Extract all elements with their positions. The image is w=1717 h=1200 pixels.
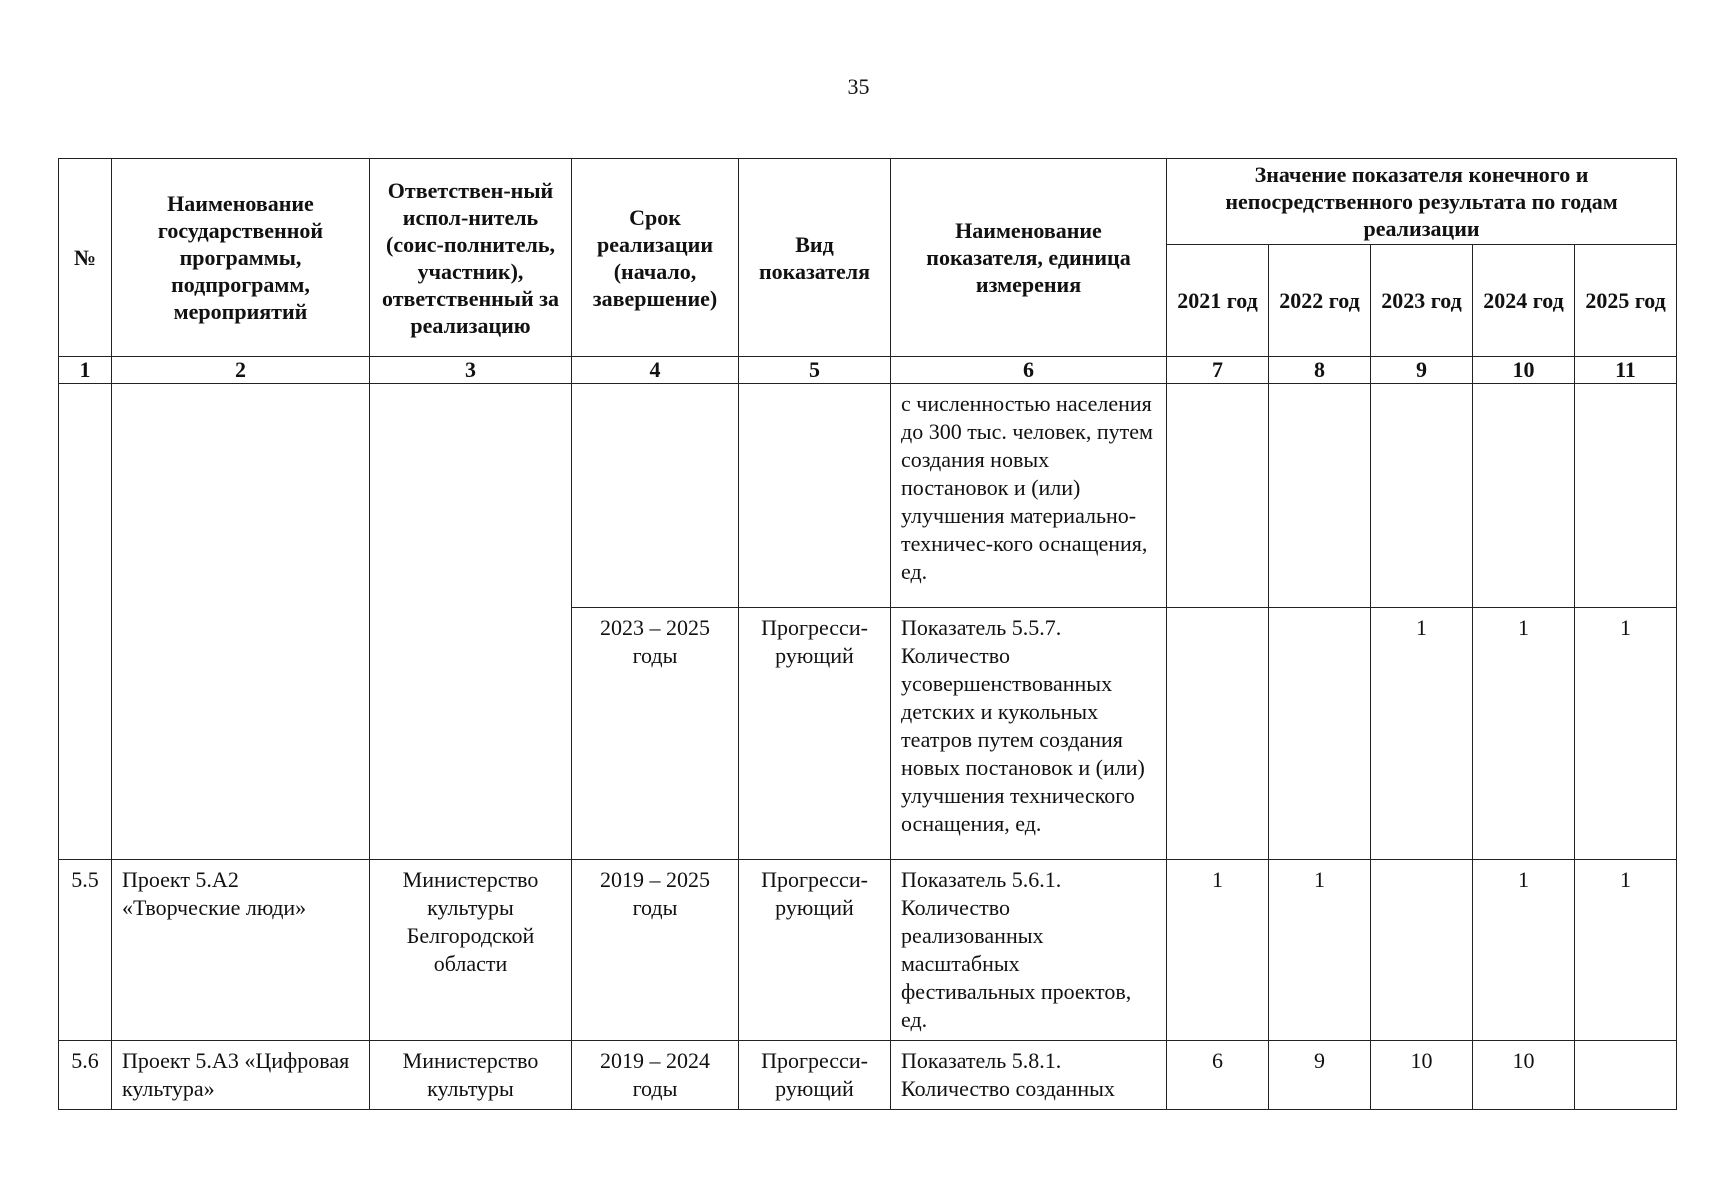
cell-value xyxy=(1371,860,1473,1041)
cell-program: Проект 5.А3 «Цифровая культура» xyxy=(112,1041,370,1110)
header-year-2024: 2024 год xyxy=(1473,245,1575,357)
cell-value: 1 xyxy=(1167,860,1269,1041)
cell-value: 1 xyxy=(1473,608,1575,860)
cell-indicator: Показатель 5.5.7. Количество усовершенствованных детских и кукольных театров путем создания новых постановок и (или) улучшения технического оснащения, ед. xyxy=(891,608,1167,860)
cell-value xyxy=(1167,608,1269,860)
header-year-2022: 2022 год xyxy=(1269,245,1371,357)
cell-kind: Прогресси-рующий xyxy=(739,1041,891,1110)
cell-value: 1 xyxy=(1269,860,1371,1041)
cell-executor: Министерство культуры Белгородской области xyxy=(370,860,572,1041)
col-number: 6 xyxy=(891,357,1167,384)
cell-term: 2023 – 2025 годы xyxy=(572,608,739,860)
header-values-group: Значение показателя конечного и непосредственного результата по годам реализации xyxy=(1167,159,1677,245)
col-number: 9 xyxy=(1371,357,1473,384)
cell-value xyxy=(1269,384,1371,608)
header-year-2025: 2025 год xyxy=(1575,245,1677,357)
cell-value xyxy=(1575,384,1677,608)
header-term: Срок реализации (начало, завершение) xyxy=(572,159,739,357)
cell-value xyxy=(1371,384,1473,608)
col-number: 1 xyxy=(59,357,112,384)
cell-term: 2019 – 2024 годы xyxy=(572,1041,739,1110)
cell-program xyxy=(112,384,370,860)
header-kind: Вид показателя xyxy=(739,159,891,357)
table-row xyxy=(59,384,1677,608)
indicators-table xyxy=(58,158,1677,1110)
cell-value: 6 xyxy=(1167,1041,1269,1110)
table-row xyxy=(59,1041,1677,1110)
cell-value: 10 xyxy=(1473,1041,1575,1110)
cell-value xyxy=(1473,384,1575,608)
cell-value xyxy=(1167,384,1269,608)
cell-kind: Прогресси-рующий xyxy=(739,608,891,860)
cell-value: 1 xyxy=(1473,860,1575,1041)
cell-kind: Прогресси-рующий xyxy=(739,860,891,1041)
cell-no: 5.6 xyxy=(59,1041,112,1110)
table-row xyxy=(59,860,1677,1041)
header-program: Наименование государственной программы, подпрограмм, мероприятий xyxy=(112,159,370,357)
cell-kind xyxy=(739,384,891,608)
header-indicator: Наименование показателя, единица измерения xyxy=(891,159,1167,357)
header-no: № xyxy=(59,159,112,357)
header-executor: Ответствен-ный испол-нитель (соис-полнитель, участник), ответственный за реализацию xyxy=(370,159,572,357)
cell-no xyxy=(59,384,112,860)
header-year-2023: 2023 год xyxy=(1371,245,1473,357)
cell-term: 2019 – 2025 годы xyxy=(572,860,739,1041)
col-number: 2 xyxy=(112,357,370,384)
cell-indicator: с численностью населения до 300 тыс. человек, путем создания новых постановок и (или) улучшения материально-техничес-кого оснащения, ед. xyxy=(891,384,1167,608)
col-number: 10 xyxy=(1473,357,1575,384)
col-number: 5 xyxy=(739,357,891,384)
header-year-2021: 2021 год xyxy=(1167,245,1269,357)
col-number: 8 xyxy=(1269,357,1371,384)
cell-value: 1 xyxy=(1575,860,1677,1041)
cell-value: 9 xyxy=(1269,1041,1371,1110)
cell-program: Проект 5.А2 «Творческие люди» xyxy=(112,860,370,1041)
cell-value: 10 xyxy=(1371,1041,1473,1110)
cell-term xyxy=(572,384,739,608)
col-number: 3 xyxy=(370,357,572,384)
cell-value: 1 xyxy=(1575,608,1677,860)
page-number: 35 xyxy=(847,74,870,99)
cell-value: 1 xyxy=(1371,608,1473,860)
cell-indicator: Показатель 5.8.1. Количество созданных xyxy=(891,1041,1167,1110)
col-number: 7 xyxy=(1167,357,1269,384)
cell-executor: Министерство культуры xyxy=(370,1041,572,1110)
col-number: 4 xyxy=(572,357,739,384)
cell-executor xyxy=(370,384,572,860)
cell-value xyxy=(1269,608,1371,860)
cell-no: 5.5 xyxy=(59,860,112,1041)
cell-value xyxy=(1575,1041,1677,1110)
col-number: 11 xyxy=(1575,357,1677,384)
cell-indicator: Показатель 5.6.1. Количество реализованных масштабных фестивальных проектов, ед. xyxy=(891,860,1167,1041)
